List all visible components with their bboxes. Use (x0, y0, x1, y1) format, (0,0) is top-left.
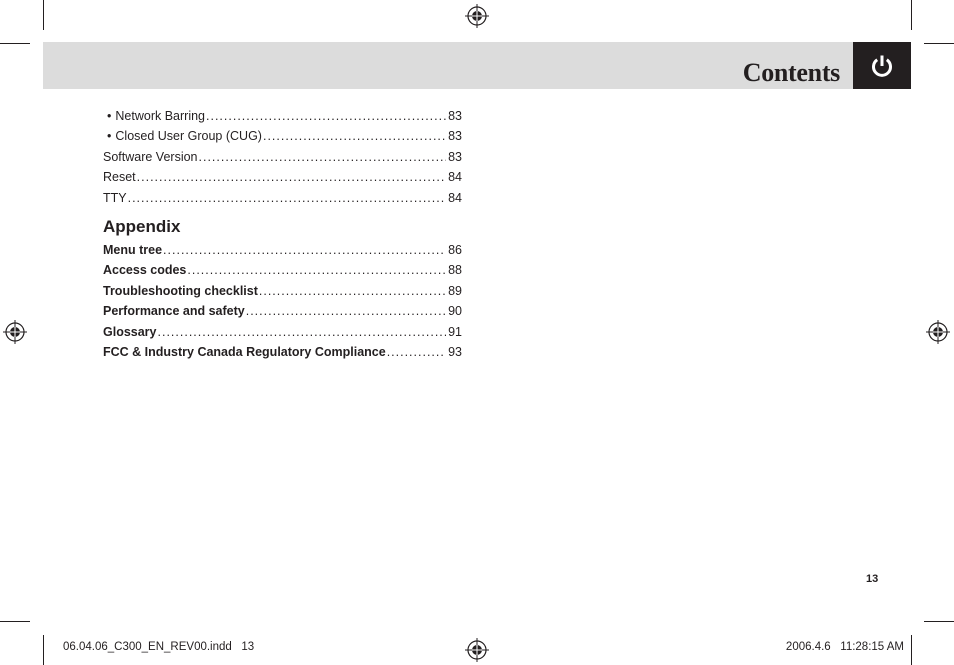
print-slug-date: 2006.4.6 11:28:15 AM (785, 641, 904, 653)
toc-entry-reset[interactable] (103, 167, 462, 187)
toc-label: Glossary (103, 324, 157, 339)
toc-entry-troubleshooting-checklist[interactable] (103, 281, 462, 301)
toc-label: Closed User Group (CUG) (115, 129, 262, 144)
toc-page-number: 83 (448, 109, 462, 123)
table-of-contents (103, 106, 462, 362)
dot-leader (246, 301, 446, 321)
crop-mark (911, 0, 912, 30)
dot-leader (128, 188, 446, 208)
toc-label: Network Barring (115, 109, 206, 123)
bullet: • (107, 129, 112, 144)
toc-entry-tty[interactable] (103, 188, 462, 208)
toc-page-number: 89 (448, 283, 462, 298)
crop-mark (0, 621, 30, 622)
toc-label: Troubleshooting checklist (103, 283, 258, 298)
toc-page-number: 91 (448, 324, 462, 339)
toc-page-number: 83 (448, 129, 462, 144)
dot-leader (259, 281, 446, 301)
toc-entry-performance-and-safety[interactable] (103, 301, 462, 321)
power-icon (869, 53, 895, 79)
dot-leader (206, 106, 446, 126)
toc-entry-closed-user-group[interactable] (103, 126, 462, 146)
toc-page-number: 93 (448, 344, 462, 359)
toc-page-number: 84 (448, 170, 462, 185)
crop-mark (43, 0, 44, 30)
section-heading-appendix: Appendix (103, 216, 181, 236)
registration-mark-icon (464, 3, 490, 29)
dot-leader (387, 342, 446, 362)
toc-page-number: 83 (448, 149, 462, 164)
toc-label: TTY (103, 190, 127, 205)
crop-mark (0, 43, 30, 44)
toc-page-number: 88 (448, 263, 462, 278)
toc-label: Software Version (103, 149, 198, 164)
crop-mark (924, 43, 954, 44)
toc-page-number: 84 (448, 190, 462, 205)
toc-entry-access-codes[interactable] (103, 260, 462, 280)
crop-mark (43, 635, 44, 665)
toc-entry-glossary[interactable] (103, 322, 462, 342)
print-slug-file: 06.04.06_C300_EN_REV00.indd 13 (63, 641, 255, 653)
registration-mark-icon (2, 319, 28, 345)
toc-entry-software-version[interactable] (103, 147, 462, 167)
toc-entry-fcc-compliance[interactable] (103, 342, 462, 362)
dot-leader (263, 126, 446, 146)
dot-leader (163, 240, 446, 260)
dot-leader (199, 147, 447, 167)
dot-leader (137, 167, 446, 187)
page-number: 13 (866, 573, 879, 585)
toc-label: Access codes (103, 263, 187, 278)
power-badge (853, 42, 911, 89)
dot-leader (187, 260, 446, 280)
toc-page-number: 86 (448, 242, 462, 257)
toc-label: Menu tree (103, 242, 163, 257)
crop-mark (911, 635, 912, 665)
toc-entry-menu-tree[interactable] (103, 240, 462, 260)
toc-page-number: 90 (448, 304, 462, 319)
crop-mark (924, 621, 954, 622)
dot-leader (158, 322, 447, 342)
bullet: • (107, 109, 112, 123)
toc-label: FCC & Industry Canada Regulatory Compliance (103, 344, 386, 359)
registration-mark-icon (464, 637, 490, 663)
toc-label: Reset (103, 170, 136, 185)
toc-label: Performance and safety (103, 304, 245, 319)
registration-mark-icon (925, 319, 951, 345)
page-title: Contents (742, 58, 840, 87)
toc-entry-network-barring[interactable] (103, 106, 462, 126)
